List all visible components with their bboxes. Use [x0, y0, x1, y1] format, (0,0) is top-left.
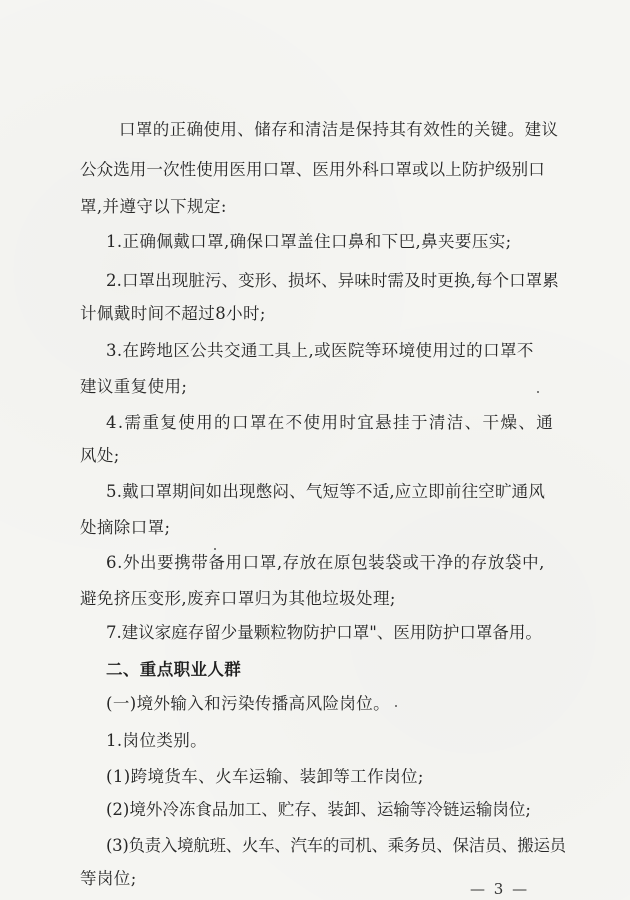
rule-5-line-2: 处摘除口罩; — [80, 518, 171, 537]
rule-2-line-2: 计佩戴时间不超过8小时; — [80, 304, 266, 323]
page-number: — 3 — — [470, 880, 530, 898]
subsection-heading-high-risk-posts: (一)境外输入和污染传播高风险岗位。 — [106, 694, 391, 713]
rule-4-line-1: 4.需重复使用的口罩在不使用时宜悬挂于清洁、干燥、通 — [106, 413, 555, 432]
rule-1: 1.正确佩戴口罩,确保口罩盖住口鼻和下巴,鼻夹要压实; — [106, 232, 512, 251]
rule-4-line-2: 风处; — [80, 446, 120, 465]
rule-6-line-2: 避免挤压变形,废弃口罩归为其他垃圾处理; — [80, 589, 396, 608]
paragraph-intro-line-2: 公众选用一次性使用医用口罩、医用外科口罩或以上防护级别口 — [80, 160, 545, 179]
scan-speck — [395, 705, 397, 707]
rule-3-line-2: 建议重复使用; — [80, 377, 188, 396]
paragraph-intro-line-3: 罩,并遵守以下规定: — [80, 197, 227, 216]
post-category-heading: 1.岗位类别。 — [106, 731, 208, 750]
rule-7: 7.建议家庭存留少量颗粒物防护口罩"、医用防护口罩备用。 — [106, 623, 542, 642]
post-category-item-3-line-2: 等岗位; — [80, 869, 137, 888]
rule-6-line-1: 6.外出要携带备用口罩,存放在原包装袋或干净的存放袋中, — [106, 553, 546, 572]
rule-3-line-1: 3.在跨地区公共交通工具上,或医院等环境使用过的口罩不 — [106, 341, 534, 360]
post-category-item-3-line-1: (3)负责入境航班、火车、汽车的司机、乘务员、保洁员、搬运员 — [106, 836, 566, 855]
rule-2-line-1: 2.口罩出现脏污、变形、损坏、异味时需及时更换,每个口罩累 — [106, 271, 559, 290]
scan-speck — [537, 391, 539, 393]
scan-speck — [214, 548, 216, 550]
post-category-item-1: (1)跨境货车、火车运输、装卸等工作岗位; — [106, 767, 424, 786]
section-heading-key-occupations: 二、重点职业人群 — [106, 660, 242, 679]
post-category-item-2: (2)境外冷冻食品加工、贮存、装卸、运输等冷链运输岗位; — [106, 800, 531, 819]
rule-5-line-1: 5.戴口罩期间如出现憋闷、气短等不适,应立即前往空旷通风 — [106, 482, 546, 501]
paragraph-intro-line-1: 口罩的正确使用、储存和清洁是保持其有效性的关键。建议 — [119, 120, 559, 139]
